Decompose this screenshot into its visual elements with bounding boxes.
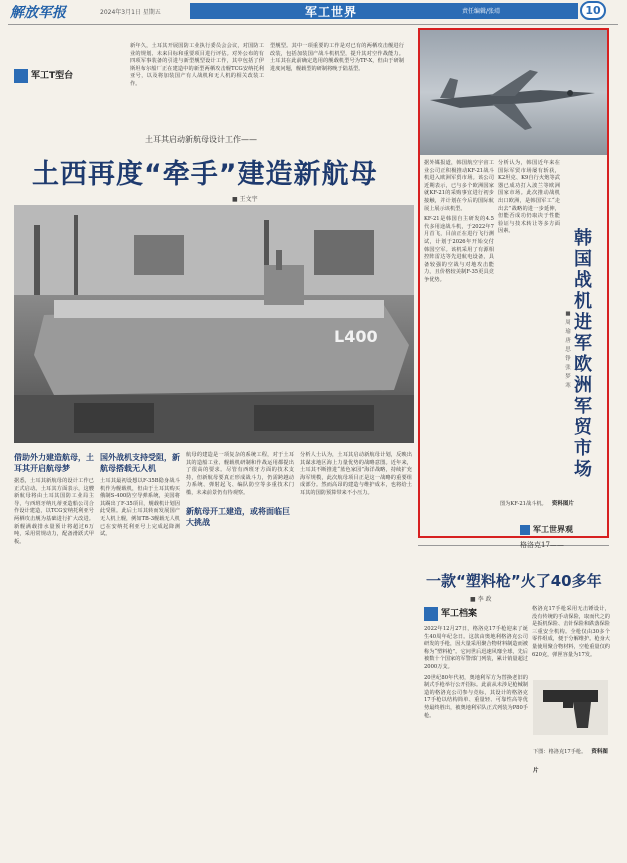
gun-tag-label: 军工档案 [441,609,478,619]
issue-date: 2024年3月1日 星期五 [100,9,161,16]
main-col-4-text: 分析人士认为，土耳其启动新航母计划，反映出其谋求地区海上力量优势的战略意图。近年来，土耳其不断推进“蓝色家园”海洋战略，持续扩充海军规模，此次航母项目正是这一战略的重要组成部分。然而高昂的建造与维护成本，也将给土耳其的国防预算带来不小压力。 [300,452,412,496]
main-headline: 土西再度“牵手”建造新航母 [32,159,378,190]
gun-col-1 [424,626,528,720]
page-number: 10 [580,1,606,20]
gun-col-2 [532,606,610,659]
world-observe-tag [520,524,573,535]
main-subhead-1: 借助外力建造航母，土耳其开启航母梦 [14,453,94,473]
main-byline: ■ 王文宇 [232,196,258,203]
gun-divider [418,545,609,546]
korea-col-1 [424,160,494,285]
gun-tag [424,606,477,621]
masthead [0,0,627,22]
korea-body-1: 据外媒报道，韩国航空宇宙工业公司正积极推动KF-21战斗机进入欧洲军贸市场。该公司近期表示，已与多个欧洲国家就KF-21的采购事宜进行初步接触，并计划在今后的国际航展上展示该机型。 [424,160,494,212]
gun-kicker: 格洛克17—— [520,541,564,549]
column-tag-label: 军工T型台 [31,71,74,81]
korea-source: 资料图片 [551,501,574,507]
column-tag [14,68,73,83]
fighter-jet-icon [420,30,607,155]
intro-column-2: 型舰型。其中一项重要的工作是对已有的两栖攻击舰进行改装，包括加装国产战斗机机型，提升其对空作战能力。土耳其在此前确定选用的舰载机型号为TF-X，但由于研制进度问题，舰载型的研制将晚于陆基型。 [270,43,404,72]
intro-box [130,43,416,95]
hull-number: L400 [334,327,378,346]
gun-caption-block [533,738,613,776]
gun-photo [533,680,608,735]
korea-caption-block [500,490,600,509]
gun-byline: ■ 李 政 [470,596,492,603]
tag-marker-icon [520,525,530,535]
gun-body-3: 格洛克17手枪采用无击锤设计，没有传统的手动保险，取而代之的是扳机保险、击针保险和跌落保险三重安全机构。全枪仅由30多个零件组成，便于分解维护。枪身大量使用聚合物材料，空枪重量仅约620克，弹匣容量为17发。 [532,606,610,658]
korea-headline: 韩国战机进军欧洲军贸市场 [574,228,592,480]
main-subhead-2: 国外战机支持受阻，新航母搭载无人机 [100,453,180,473]
main-col-2 [100,452,180,539]
masthead-divider [8,24,618,25]
main-subhead-3: 新航母开工建造，或将面临巨大挑战 [186,506,290,527]
ship-illustration [14,205,414,443]
tag-marker-icon [14,69,28,83]
main-kicker: 土耳其启动新航母设计工作—— [145,135,257,144]
section-banner [190,3,578,19]
korea-caption: 图为KF-21战斗机。 [500,501,547,507]
korea-body-3: 分析认为，韩国近年来在国际军贸市场屡有斩获，K2坦克、K9自行火炮等武器已成功打入波兰等欧洲国家市场。此次推动战机出口欧洲，是韩国军工“走出去”战略的进一步延伸，但能否成功仍取决于性能验证与技术转让等多方面因素。 [498,160,560,235]
main-col-4 [300,452,412,498]
main-col-3-text: 航母的建造是一项复杂的系统工程，对于土耳其的造船工业、舰载机研制和作战运用都提出了很高的要求。尽管有西班牙方面的技术支持，但新航母要真正形成战斗力，仍需跨越动力系统、弹射起飞、编队防空等多重技术门槛，未来前景仍有待观察。 [186,452,294,496]
main-col-2-text: 土耳其最初设想以F-35B隐身战斗机作为舰载机，但由于土耳其购买俄制S-400防空导弹系统，美国将其踢出了F-35项目，舰载机计划因此受阻。此后土耳其转而发展国产无人机上舰，例如TB-3舰载无人机已在安纳托利亚号上完成起降测试。 [100,478,180,538]
world-observe-label: 军工世界观 [533,525,573,534]
korea-col-2 [498,160,560,236]
pistol-icon [533,680,608,735]
gun-source: 资料图片 [533,749,608,774]
jet-photo [420,30,607,155]
main-col-1-text: 据悉，土耳其新航母的设计工作已正式启动。土耳其方面表示，这艘新航母将由土耳其国防工业局主导，与西班牙纳凡蒂亚造船公司合作设计建造，以TCG安纳托利亚号两栖攻击舰为基础进行扩大改进。新舰满载排水量预计将超过6万吨，采用常规动力，配备滑跃式甲板。 [14,478,94,545]
gun-caption: 下图：格洛克17手枪。 [533,749,587,755]
intro-column-1: 新年久，土耳其开展国防工业执行委员会会议，对国防工业的规划、未来目标和重要项目进行评估。对外公布的有四项军事装备的引进与新型舰型设计工作，其中包括了伊斯坦布尔船厂正在建造中的新型两栖攻击舰TCG安纳托利亚号，以及将加装国产有人战机和无人机的相关改装工作。 [130,43,264,87]
main-col-3 [186,452,294,528]
ship-photo [14,205,414,443]
tag-marker-icon [424,607,438,621]
editor-credit: 责任编辑/张靖 [462,8,501,15]
newspaper-brand: 解放军报 [10,5,66,21]
gun-headline: 一款“塑料枪”火了40多年 [426,572,602,590]
gun-body-1: 2022年12月27日，格洛克17手枪迎来了诞生40周年纪念日。这款由奥地利格洛克公司研发的手枪，因大量采用聚合物材料制造而被称为“塑料枪”。它问世后迅速风靡全球，先后被数十个国家的军警部门列装，累计销量超过2000万支。 [424,626,528,670]
gun-body-2: 20世纪80年代初，奥地利军方为替换老旧的制式手枪举行公开招标。此前从未涉足枪械制造的格洛克公司参与竞标，其设计的格洛克17手枪以结构简单、重量轻、可靠性高等优势最终胜出，被奥地利军队正式列装为P80手枪。 [424,674,528,719]
main-col-1 [14,452,94,546]
korea-byline: ■ 周 瑜 唐思铮 张梦寒 [565,311,571,389]
section-title: 军工世界 [305,5,358,19]
korea-body-2: KF-21是韩国自主研发的4.5代多用途战斗机，于2022年7月首飞，目前正在进行飞行测试，计划于2026年开始交付韩国空军。该机采用了有源相控阵雷达等先进航电设备，具备较强的空战与对地攻击能力，且价格较美制F-35更具竞争优势。 [424,216,494,283]
